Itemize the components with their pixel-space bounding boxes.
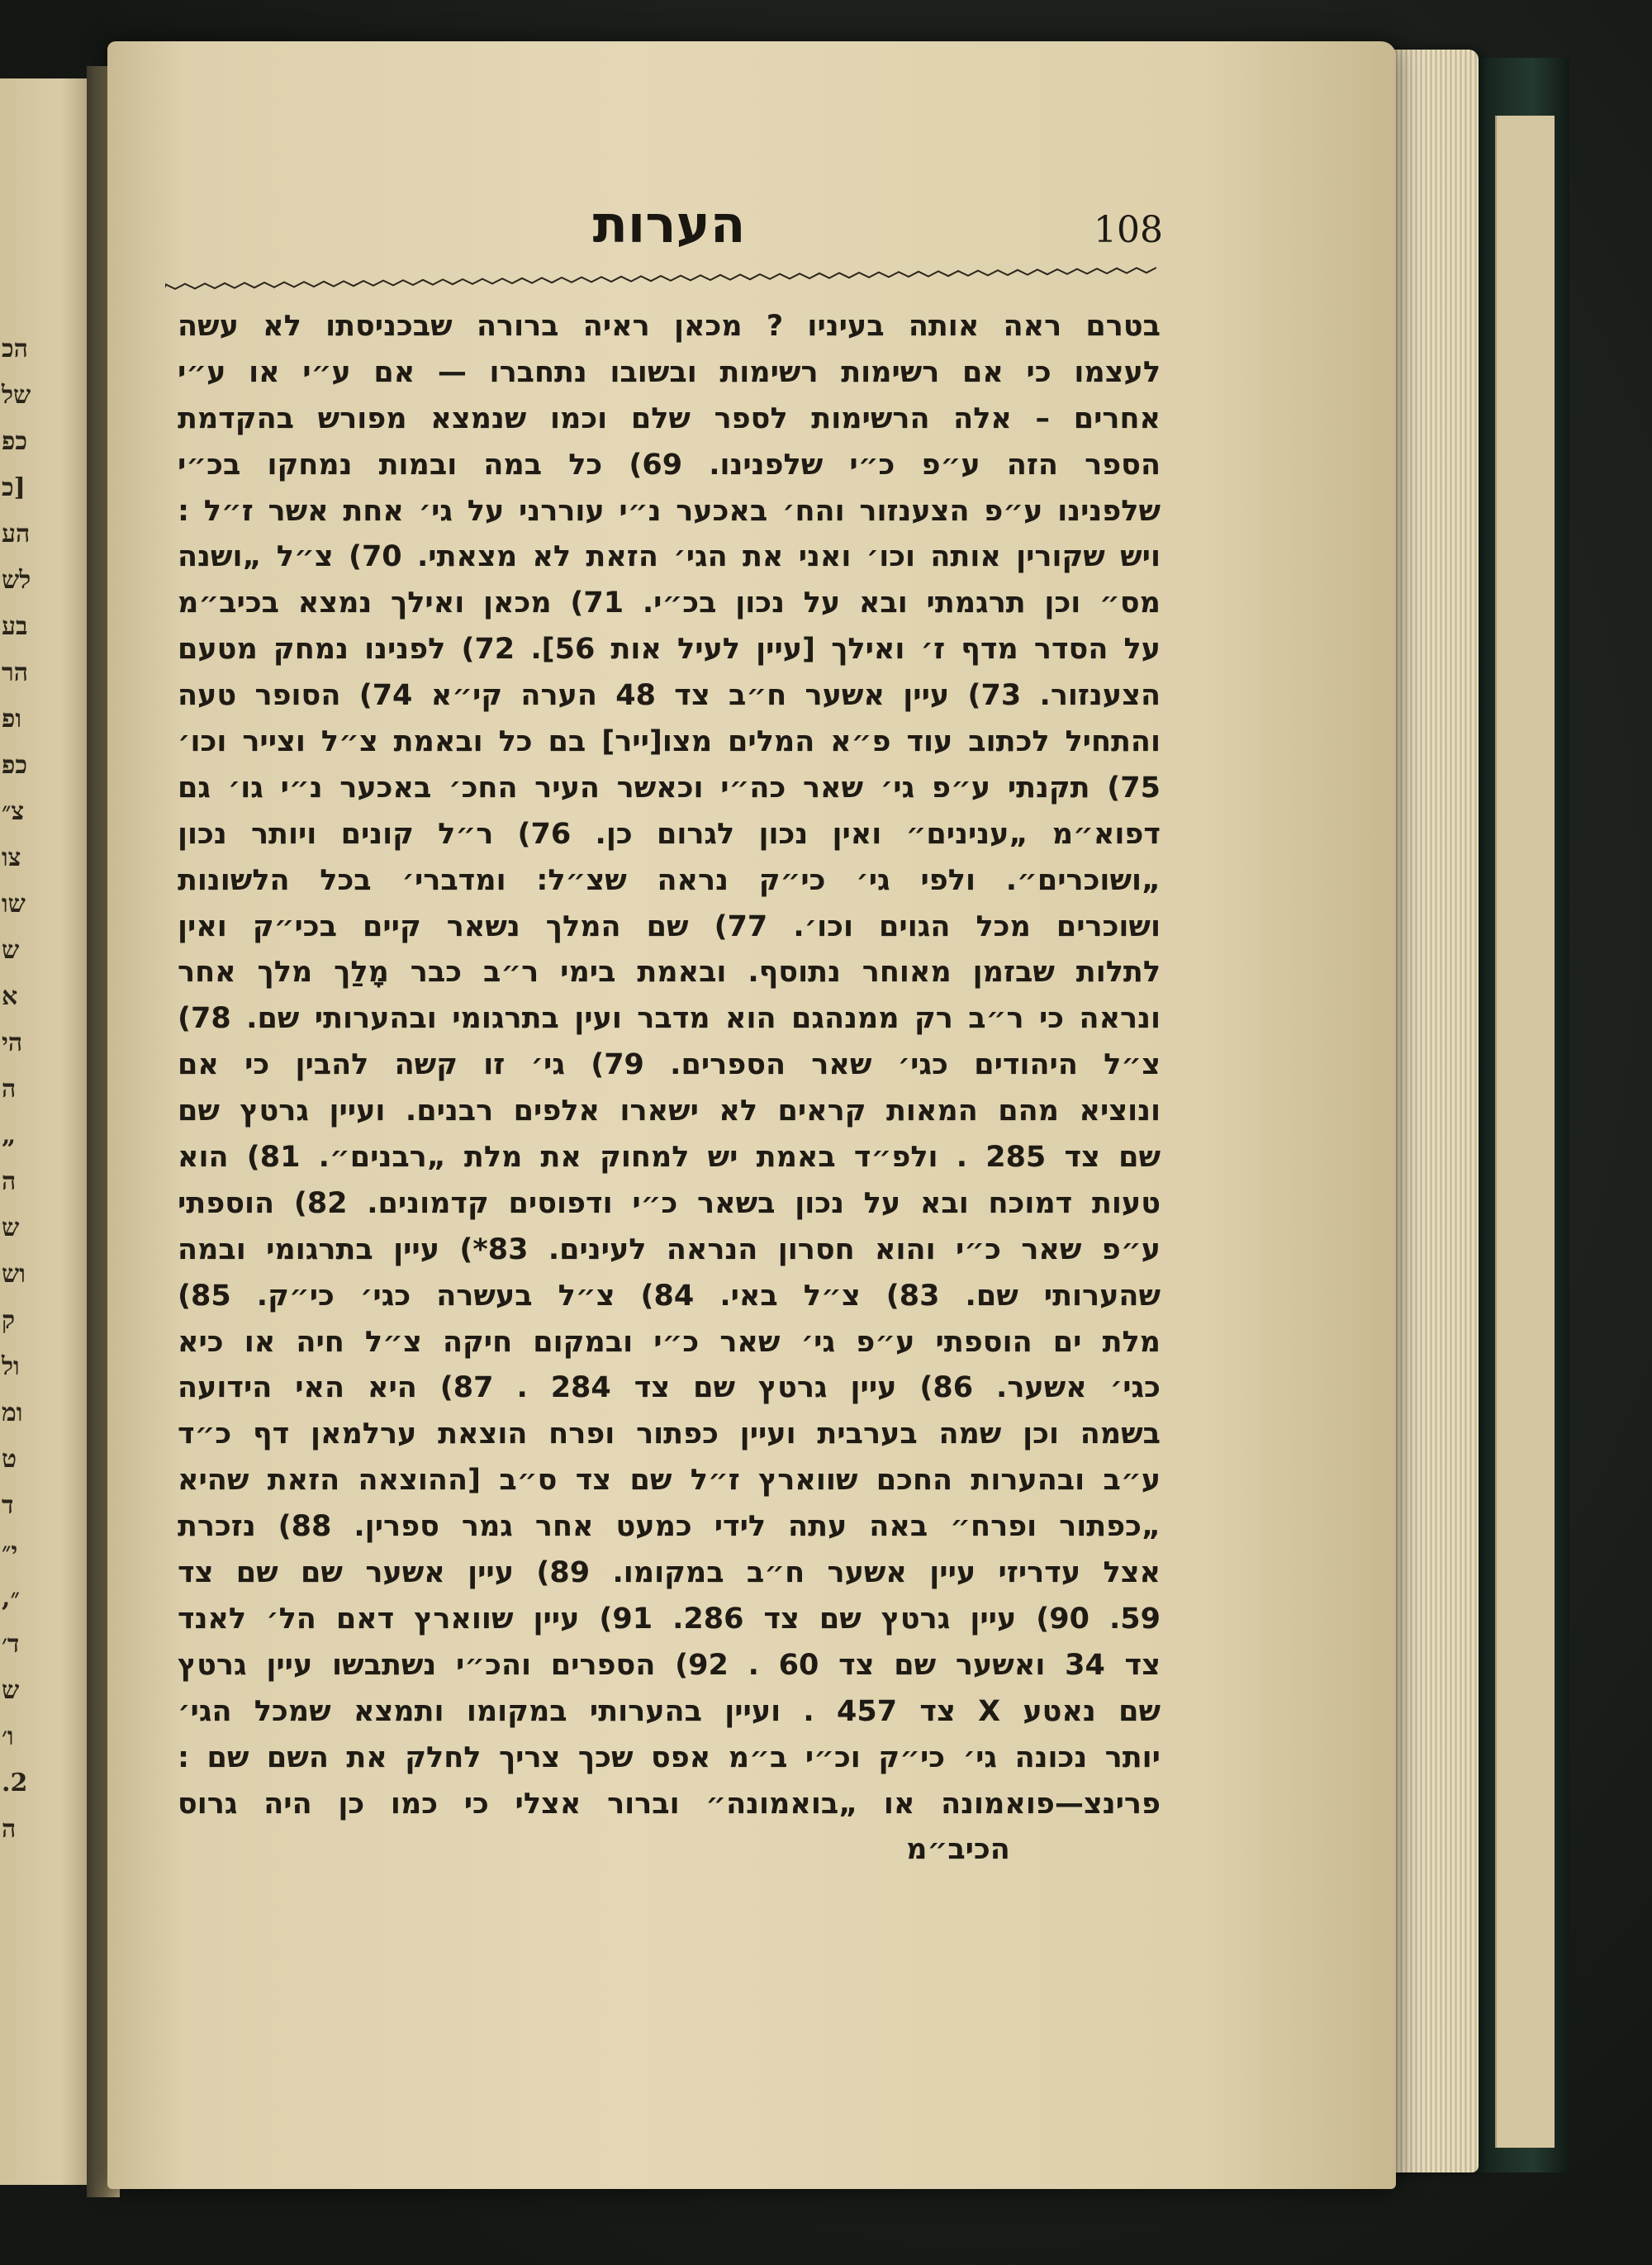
facing-page-fragment: ט [2,1445,17,1474]
text-line: „כפתור ופרח״ באה עתה לידי כמעט אחר גמר ספרין. 88) נזכרת [178,1510,1161,1544]
text-line: כגי׳ אשער. 86) עיין גרטץ שם צד 284 . 87) היא האי הידועה [178,1371,1161,1405]
text-line: ויש שקורין אותה וכו׳ ואני את הגי׳ הזאת לא מצאתי. 70) צ״ל „ושנה [178,540,1161,574]
text-line: ע״ב ובהערות החכם שווארץ ז״ל שם צד ס״ב [ההוצאה הזאת שהיא [178,1464,1161,1498]
text-line: „ושוכרים״. ולפי גי׳ כי״ק נראה שצ״ל: ומדברי׳ בכל הלשונות [178,863,1161,897]
next-leaf-edge [1495,116,1555,2148]
facing-page-fragment: ש [2,1213,20,1242]
facing-page-fragment: הר [2,658,28,687]
text-line: מס״ וכן תרגמתי ובא על נכון בכ״י. 71) מכאן ואילך נמצא בכיב״מ [178,586,1161,620]
facing-page-fragment: א [2,982,18,1011]
facing-page-fragment: י״ [2,1537,18,1566]
text-line: שם צד 285 . ולפ״ד באמת יש למחוק את מלת „רבנים״. 81) הוא [178,1141,1161,1175]
facing-page-fragment: ופ [2,705,21,734]
facing-page-fragment: ה [2,1167,17,1196]
text-line: לתלות שבזמן מאוחר נתוסף. ובאמת בימי ר״ב כבר מָלַך מלך אחר [178,956,1161,990]
facing-page-fragment: [כ [2,473,26,502]
text-line: 59. 90) עיין גרטץ שם צד 286. 91) עיין שווארץ דאם הל׳ לאנד [178,1602,1161,1636]
text-line: ע״פ שאר כ״י והוא חסרון הנראה לעינים. 83*) עיין בתרגומי ובמה [178,1232,1161,1266]
text-line: דפוא״מ „ענינים״ ואין נכון לגרום כן. 76) ר״ל קונים ויותר נכון [178,817,1161,851]
text-line: צ״ל היהודים כגי׳ שאר הספרים. 79) גי׳ זו קשה להבין כי אם [178,1048,1161,1082]
text-line: מלת ים הוספתי ע״פ גי׳ שאר כ״י ובמקום חיקה צ״ל חיה או כיא [178,1325,1161,1359]
facing-page-fragment: שו [2,890,26,919]
text-line: צד 34 ואשער שם צד 60 . 92) הספרים והכ״י נשתבשו עיין גרטץ [178,1648,1161,1682]
facing-page-fragment: ק [2,1306,16,1335]
facing-page-fragment: לש [2,566,31,595]
text-line: פרינצ—פואמונה או „בואמונה״ וברור אצלי כי כמו כן היה גרוס [178,1787,1161,1821]
facing-page-fragment: צו [2,843,21,872]
wavy-header-rule [165,263,1156,296]
facing-page-fragment: של [2,381,31,410]
facing-page-fragment: 2. [2,1769,28,1797]
facing-page-fragment: ו׳ [2,1722,14,1751]
page-number: 108 [1094,209,1163,251]
text-line: לעצמו כי אם רשימות רשימות ובשובו נתחברו — אם ע״י או ע״י [178,355,1161,389]
text-line: ונראה כי ר״ב רק ממנהגם הוא מדבר ועין בתרגומי ובהערותי שם. 78) [178,1002,1161,1036]
facing-page-fragment: צ״ [2,797,25,826]
facing-page-fragment: ש [2,1676,20,1705]
facing-page-fragment: וש [2,1260,26,1289]
facing-page-fragment: „ [2,1121,17,1150]
text-line: והתחיל לכתוב עוד פ״א המלים מצו[ייר] בם כל ובאמת צ״ל וצייר וכו׳ [178,725,1161,759]
facing-page-fragment: הי [2,1028,23,1057]
facing-page-fragment: ול [2,1352,20,1381]
text-line: שלפנינו ע״פ הצענזור והח׳ באכער נ״י עוררני על גי׳ אחת אשר ז״ל : [178,494,1161,528]
text-line: יותר נכונה גי׳ כי״ק וכ״י ב״מ אפס שכך צריך לחלק את השם שם : [178,1740,1161,1774]
facing-page-fragment: ש [2,936,20,965]
text-line: אצל עדריזי עיין אשער ח״ב במקומו. 89) עיין אשער שם שם צד [178,1556,1161,1590]
facing-page-fragment: ד [2,1491,14,1520]
text-line: בשמה וכן שמה בערבית ועיין כפתור ופרח הוצאת ערלמאן דף כ״ד [178,1417,1161,1451]
notes-text [178,304,1161,1873]
facing-page-edge [0,78,89,2185]
text-line: על הסדר מדף ז׳ ואילך [עיין לעיל אות 56]. 72) לפנינו נמחק מטעם [178,633,1161,667]
facing-page-fragment: הע [2,520,31,548]
facing-page-fragment: הכ [2,335,28,363]
facing-page-fragment: ה [2,1815,17,1844]
facing-page-fragment: ״, [2,1584,20,1612]
text-line: טעות דמוכח ובא על נכון בשאר כ״י ודפוסים קדמונים. 82) הוספתי [178,1186,1161,1220]
text-line: שם נאטע X צד 457 . ועיין בהערותי במקומו ותמצא שמכל הגי׳ [178,1694,1161,1728]
facing-page-fragment: ומ [2,1398,23,1427]
text-line: אחרים – אלה הרשימות לספר שלם וכמו שנמצא מפורש בהקדמת [178,401,1161,435]
text-line: בטרם ראה אותה בעיניו ? מכאן ראיה ברורה שבכניסתו לא עשה [178,310,1161,343]
text-line: ונוציא מהם המאות קראים לא ישארו אלפים רבנים. ועיין גרטץ שם [178,1095,1161,1128]
text-line: 75) תקנתי ע״פ גי׳ שאר כה״י וכאשר העיר החכ׳ באכער נ״י גו׳ גם [178,771,1161,805]
facing-page-fragment: ד׳ [2,1630,20,1659]
text-line: ושוכרים מכל הגוים וכו׳. 77) שם המלך נשאר קיים בכי״ק ואין [178,909,1161,943]
text-line: הכיב״מ [906,1833,1010,1867]
text-line: הצענזור. 73) עיין אשער ח״ב צד 48 הערה קי״א 74) הסופר טעה [178,679,1161,713]
facing-page-fragment: כפ [2,751,27,780]
facing-page-fragment: בע [2,612,28,641]
text-line: שהערותי שם. 83) צ״ל באי. 84) צ״ל בעשרה כגי׳ כי״ק. 85) [178,1279,1161,1313]
text-line: הספר הזה ע״פ כ״י שלפנינו. 69) כל במה ובמות נמחקו בכ״י [178,448,1161,482]
facing-page-fragment: ה [2,1075,17,1104]
facing-page-fragment: כפ [2,427,27,456]
running-title: הערות [592,194,746,254]
